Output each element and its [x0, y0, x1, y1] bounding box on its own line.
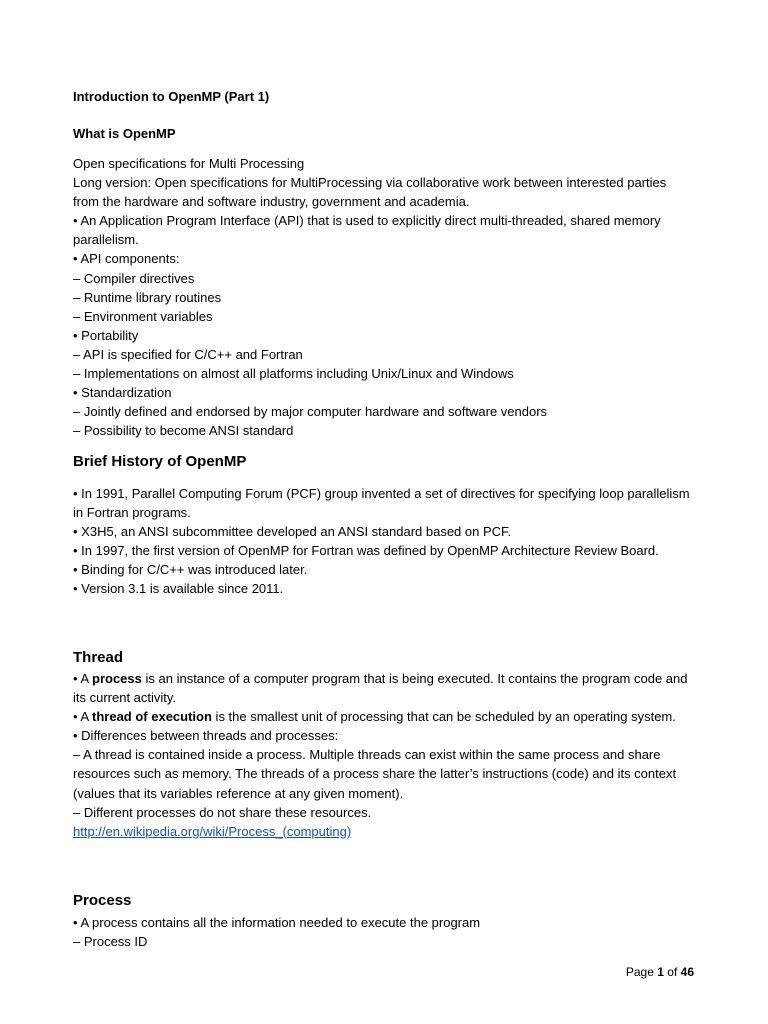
paragraph — [73, 707, 693, 726]
paragraph: – Runtime library routines — [73, 289, 222, 305]
text: is an instance of a computer program that is being executed. It contains the program code and its current activity. — [73, 671, 688, 706]
bold-term: process — [92, 671, 142, 686]
thread-heading: Thread — [73, 649, 124, 666]
paragraph: – API is specified for C/C++ and Fortran — [73, 346, 303, 362]
paragraph: Open specifications for Multi Processing — [73, 156, 305, 171]
paragraph: – A thread is contained inside a process. Multiple threads can exist within the same process and share resources such as memory. The threads of a process share the latter’s instructions (code) and its context (values that its variables reference at any given moment). — [73, 747, 677, 801]
of-label: of — [667, 965, 678, 979]
paragraph: – Compiler directives — [73, 270, 195, 286]
text: is the smallest unit of processing that can be scheduled by an operating system. — [211, 709, 676, 725]
paragraph: • Binding for C/C++ was introduced later. — [73, 562, 308, 578]
process-section — [73, 913, 693, 951]
paragraph: • Standardization — [73, 385, 172, 401]
paragraph: • X3H5, an ANSI subcommittee developed an ANSI standard based on PCF. — [73, 524, 512, 540]
history-heading: Brief History of OpenMP — [73, 453, 247, 470]
paragraph: • In 1997, the first version of OpenMP for Fortran was defined by OpenMP Architecture Review Board. — [73, 543, 659, 559]
document-title: Introduction to OpenMP (Part 1) — [73, 89, 270, 104]
paragraph: • Version 3.1 is available since 2011. — [73, 581, 284, 597]
total-pages: 46 — [680, 965, 694, 979]
paragraph: • API components: — [73, 251, 180, 267]
paragraph: – Possibility to become ANSI standard — [73, 423, 294, 439]
page-label: Page — [625, 965, 654, 979]
bold-term: thread of execution — [92, 709, 212, 725]
page-number-footer — [626, 963, 694, 981]
paragraph: • A process contains all the information needed to execute the program — [73, 915, 481, 930]
paragraph: – Process ID — [73, 934, 148, 950]
paragraph: – Different processes do not share these resources. — [73, 804, 372, 820]
paragraph: • In 1991, Parallel Computing Forum (PCF) group invented a set of directives for specifying loop parallelism in Fortran programs. — [73, 486, 690, 521]
paragraph: • Portability — [73, 327, 139, 343]
paragraph: • Differences between threads and processes: — [73, 728, 339, 744]
paragraph — [73, 822, 693, 841]
paragraph: Long version: Open specifications for MultiProcessing via collaborative work between interested parties from the hardware and software industry, government and academia. — [73, 175, 667, 210]
wikipedia-link[interactable]: http://en.wikipedia.org/wiki/Process_(computing) — [73, 823, 352, 839]
text: • A — [73, 709, 93, 725]
history-section — [73, 484, 693, 599]
paragraph: – Implementations on almost all platforms including Unix/Linux and Windows — [73, 366, 514, 382]
paragraph: – Jointly defined and endorsed by major computer hardware and software vendors — [73, 404, 548, 420]
what-is-openmp-heading: What is OpenMP — [73, 126, 176, 141]
thread-section — [73, 669, 693, 841]
text: • A — [73, 671, 93, 686]
what-is-openmp-section — [73, 154, 693, 440]
current-page: 1 — [657, 965, 664, 979]
paragraph: • An Application Program Interface (API) that is used to explicitly direct multi-threaded, shared memory parallelism. — [73, 213, 661, 248]
process-heading: Process — [73, 892, 132, 909]
paragraph — [73, 669, 693, 707]
paragraph: – Environment variables — [73, 308, 213, 324]
